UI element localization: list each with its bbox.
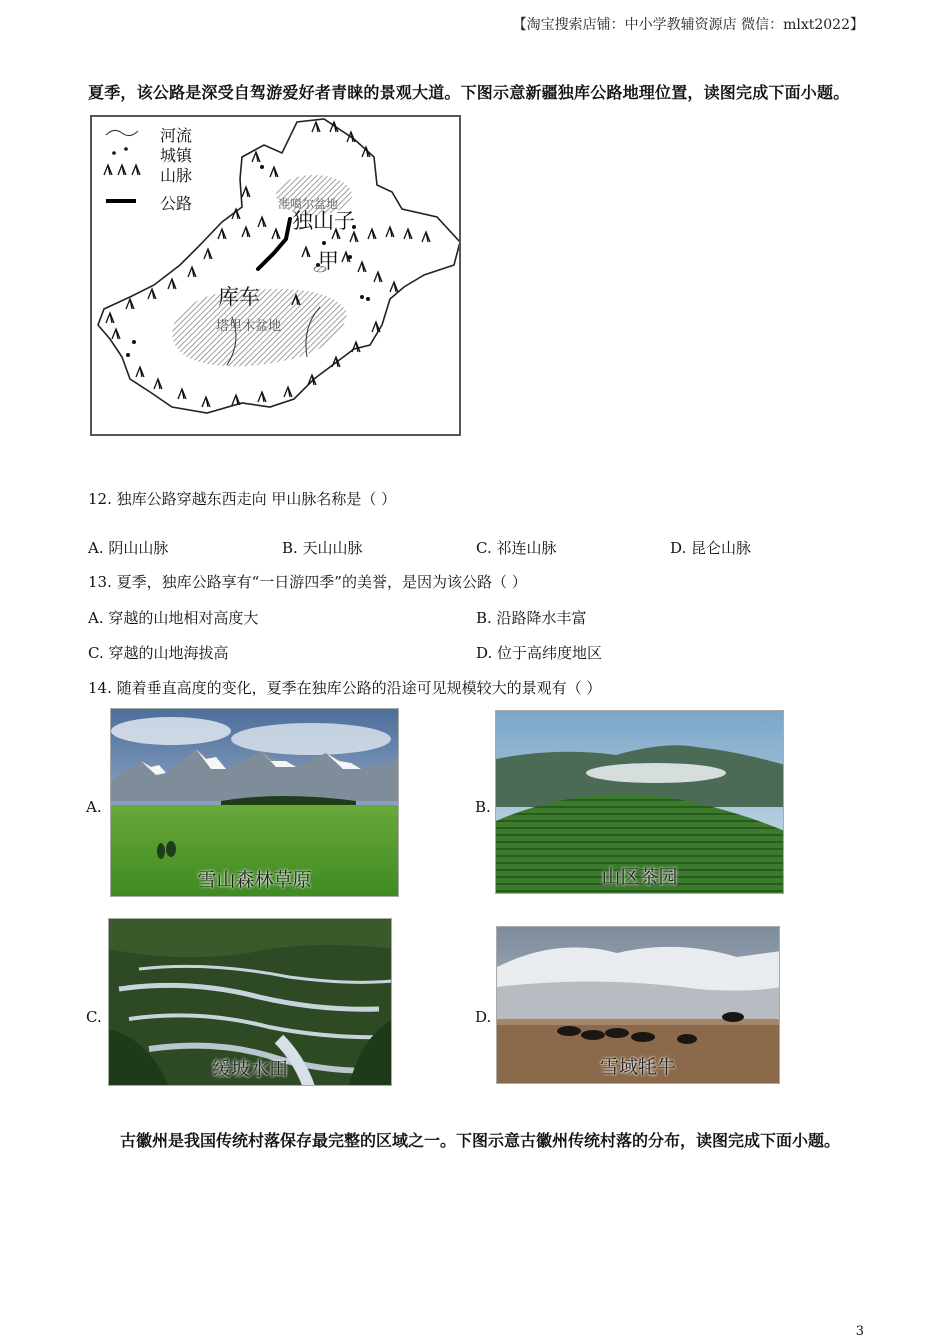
question-intro: 夏季，该公路是深受自驾游爱好者青睐的景观大道。下图示意新疆独库公路地理位置，读图完成下面小题。 xyxy=(88,83,850,102)
q13-option-b[interactable]: B. 沿路降水丰富 xyxy=(476,609,587,627)
page-number: 3 xyxy=(855,1324,864,1339)
map-label-jia: 甲 xyxy=(318,249,339,273)
page-header: 【淘宝搜索店铺：中小学教辅资源店 微信：mlxt2022】 xyxy=(512,17,864,33)
q13-option-a[interactable]: A. 穿越的山地相对高度大 xyxy=(88,609,259,627)
photo-caption: 雪山森林草原 xyxy=(197,869,312,891)
question-12-stem: 12. 独库公路穿越东西走向 甲山脉名称是（ ） xyxy=(88,490,397,508)
q13-option-c[interactable]: C. 穿越的山地海拔高 xyxy=(88,644,229,662)
legend-label-mountain: 山脉 xyxy=(160,166,193,185)
q12-option-d[interactable]: D. 昆仑山脉 xyxy=(670,539,752,557)
photo-caption: 缓坡水田 xyxy=(211,1058,288,1080)
question-13-stem: 13. 夏季，独库公路享有“一日游四季”的美誉，是因为该公路（ ） xyxy=(88,573,527,591)
town-icon xyxy=(112,147,128,155)
mountain-symbols xyxy=(106,122,430,407)
q14-option-a-photo[interactable] xyxy=(110,708,399,897)
river-icon xyxy=(106,130,138,135)
dushanzi-kuche-road xyxy=(258,219,290,269)
q12-option-c[interactable]: C. 祁连山脉 xyxy=(476,539,557,557)
q14-option-d-letter[interactable]: D. xyxy=(475,1008,492,1026)
q14-option-c-photo[interactable] xyxy=(108,918,392,1086)
q12-option-b[interactable]: B. 天山山脉 xyxy=(282,539,363,557)
q14-option-b-photo[interactable] xyxy=(495,710,784,894)
mountain-icon xyxy=(104,165,140,175)
photo-caption: 山区茶园 xyxy=(601,866,678,888)
map-canvas xyxy=(92,117,459,434)
legend-label-road: 公路 xyxy=(160,194,193,213)
map-label-dushanzi: 独山子 xyxy=(292,209,355,233)
region-outline xyxy=(98,119,459,413)
legend-label-river: 河流 xyxy=(160,126,193,145)
photo-caption: 雪域牦牛 xyxy=(599,1056,676,1078)
legend-label-town: 城镇 xyxy=(160,146,193,165)
q14-option-a-letter[interactable]: A. xyxy=(86,798,102,816)
q13-option-d[interactable]: D. 位于高纬度地区 xyxy=(476,644,603,662)
q14-option-c-letter[interactable]: C. xyxy=(86,1008,102,1026)
q14-option-d-photo[interactable] xyxy=(496,926,780,1084)
map-label-junggar-basin: 准噶尔盆地 xyxy=(278,197,339,211)
map-label-tarim-basin: 塔里木盆地 xyxy=(216,319,282,334)
q14-option-b-letter[interactable]: B. xyxy=(475,798,491,816)
next-question-intro: 古徽州是我国传统村落保存最完整的区域之一。下图示意古徽州传统村落的分布，读图完成下面小题。 xyxy=(120,1131,841,1150)
q12-option-a[interactable]: A. 阴山山脉 xyxy=(88,539,169,557)
map-label-kuche: 库车 xyxy=(218,285,260,309)
xinjiang-map xyxy=(90,115,461,436)
question-14-stem: 14. 随着垂直高度的变化，夏季在独库公路的沿途可见规模较大的景观有（ ） xyxy=(88,679,602,697)
map-legend xyxy=(104,130,140,201)
